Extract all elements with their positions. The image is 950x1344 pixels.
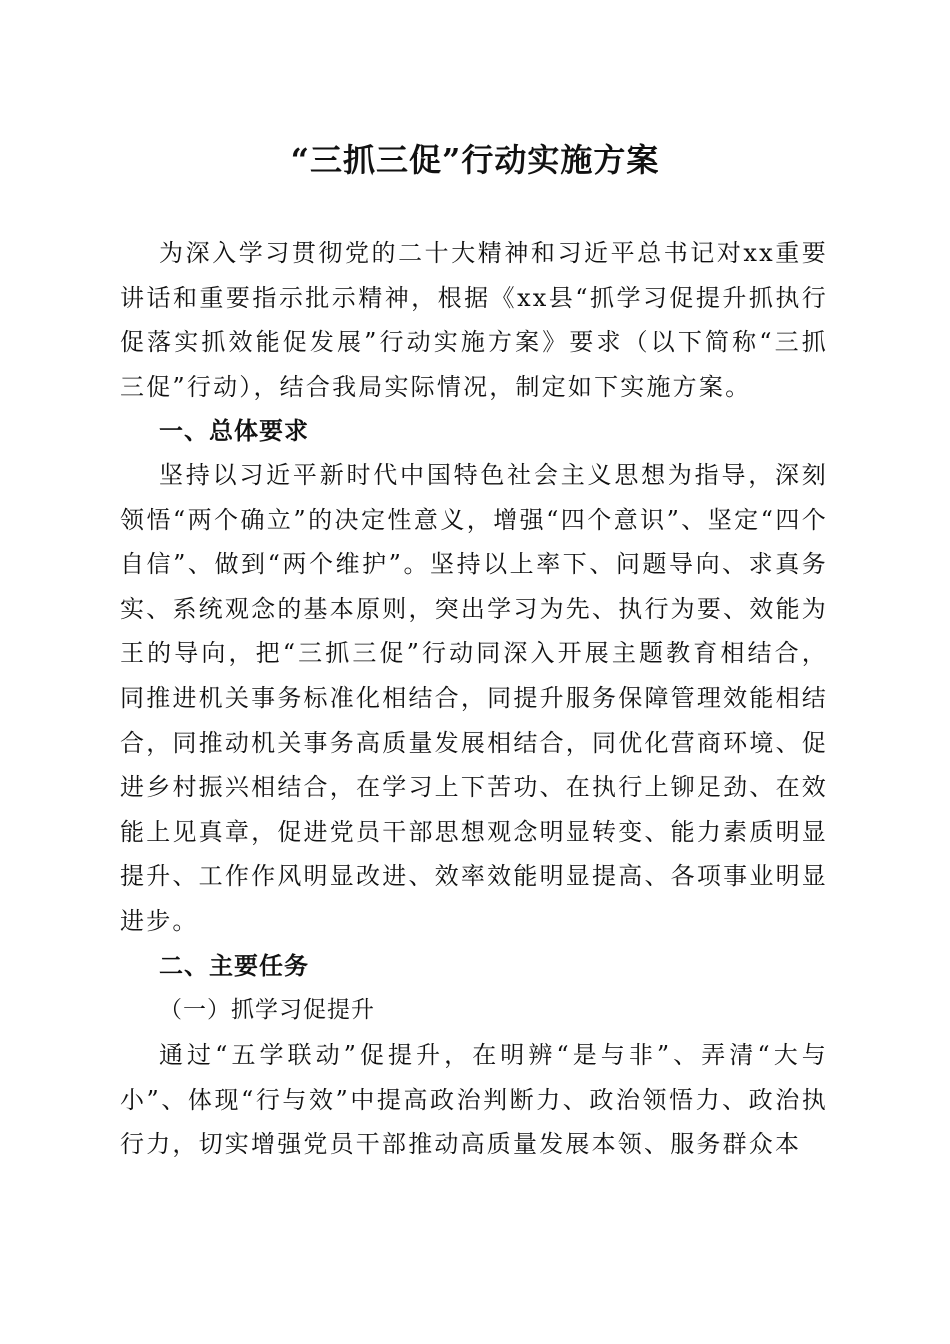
study-paragraph: 通过“五学联动”促提升，在明辨“是与非”、弄清“大与小”、体现“行与效”中提高政治判断力、政治领悟力、政治执行力，切实增强党员干部推动高质量发展本领、服务群众本 — [120, 1041, 828, 1159]
subsection-heading-study: （一）抓学习促提升 — [159, 997, 375, 1023]
general-requirements-paragraph: 坚持以习近平新时代中国特色社会主义思想为指导，深刻领悟“两个确立”的决定性意义，增强“四个意识”、坚定“四个自信”、做到“两个维护”。坚持以上率下、问题导向、求真务实、系统观念的基本原则，突出学习为先、执行为要、效能为王的导向，把“三抓三促”行动同深入开展主题教育相结合，同推进机关事务标准化相结合，同提升服务保障管理效能相结合，同推动机关事务高质量发展相结合，同优化营商环境、促进乡村振兴相结合，在学习上下苦功、在执行上铆足劲、在效能上见真章，促进党员干部思想观念明显转变、能力素质明显提升、工作作风明显改进、效率效能明显提高、各项事业明显进步。 — [120, 461, 828, 935]
document-title: “三抓三促”行动实施方案 — [290, 141, 660, 179]
section-heading-main-tasks: 二、主要任务 — [159, 952, 309, 980]
intro-paragraph: 为深入学习贯彻党的二十大精神和习近平总书记对xx重要讲话和重要指示批示精神，根据《xx县“抓学习促提升抓执行促落实抓效能促发展”行动实施方案》要求（以下简称“三抓三促”行动），结合我局实际情况，制定如下实施方案。 — [120, 239, 828, 401]
section-heading-general-requirements: 一、总体要求 — [159, 417, 309, 445]
